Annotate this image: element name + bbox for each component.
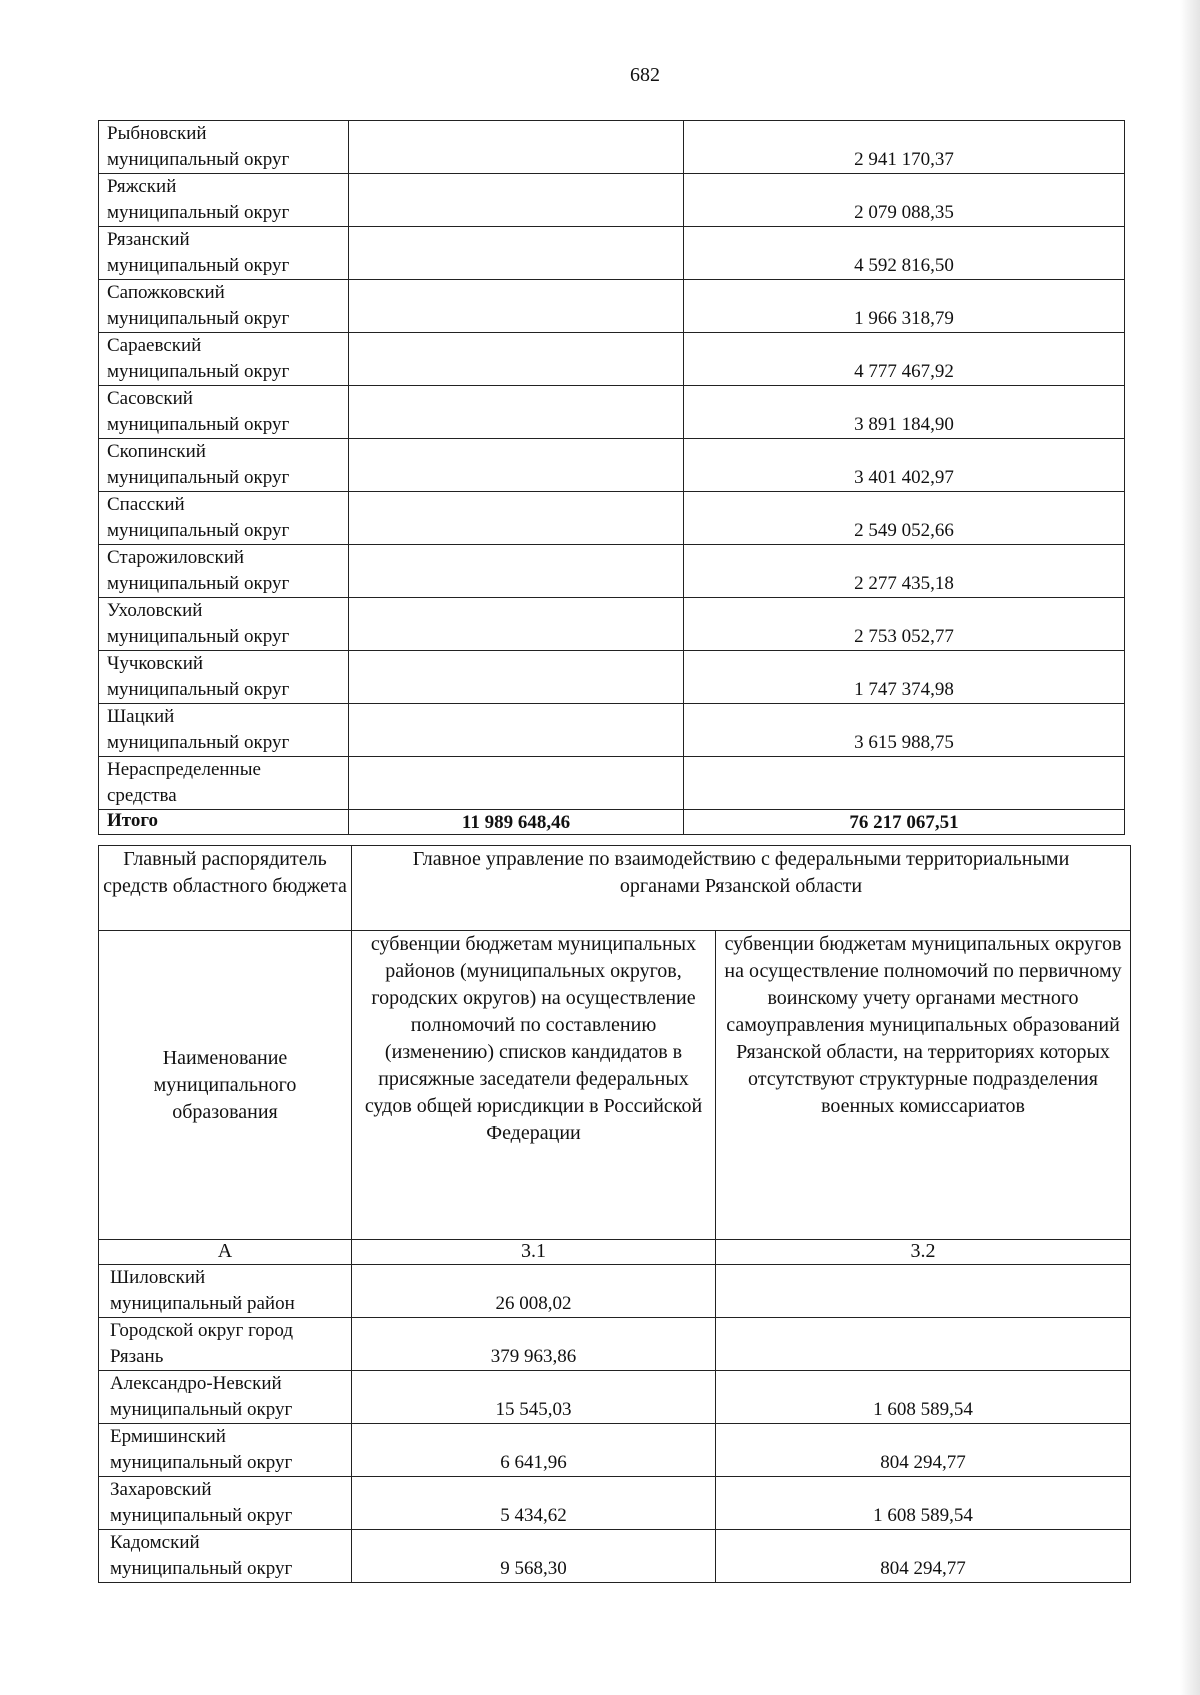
amount-cell-col1 — [349, 545, 684, 598]
municipality-name-line1: Сараевский — [107, 335, 202, 356]
amount-cell-col2: 3 401 402,97 — [684, 439, 1125, 492]
municipality-name-cell — [99, 492, 349, 545]
municipality-name-line2: муниципальный округ — [107, 149, 290, 170]
amount-cell-31: 9 568,30 — [352, 1530, 716, 1583]
amount-cell-32 — [716, 1318, 1131, 1371]
municipality-name-cell — [99, 757, 349, 810]
amount-cell-col2 — [684, 757, 1125, 810]
total-row — [99, 810, 1125, 835]
amount-cell-32 — [716, 1265, 1131, 1318]
municipality-name-line1: Сасовский — [107, 388, 193, 409]
table-row — [99, 386, 1125, 439]
municipality-name-line1: Александро-Невский — [110, 1373, 282, 1394]
distributor-value-cell — [352, 846, 1131, 931]
amount-cell-col2: 3 891 184,90 — [684, 386, 1125, 439]
municipality-name-line1: Рязанский — [107, 229, 190, 250]
municipality-name-cell — [99, 704, 349, 757]
column-number-a: А — [99, 1240, 352, 1265]
municipality-name-cell — [99, 121, 349, 174]
amount-cell-31: 379 963,86 — [352, 1318, 716, 1371]
municipality-name-line2: муниципальный округ — [107, 520, 290, 541]
municipality-name-cell — [99, 1530, 352, 1583]
amount-cell-31: 6 641,96 — [352, 1424, 716, 1477]
column-number-32: 3.2 — [716, 1240, 1131, 1265]
table-row — [99, 121, 1125, 174]
municipality-name-line1: Старожиловский — [107, 547, 245, 568]
col32-header — [716, 931, 1131, 1240]
municipality-name-cell — [99, 598, 349, 651]
amount-cell-32: 1 608 589,54 — [716, 1371, 1131, 1424]
municipality-name-line2: муниципальный округ — [107, 308, 290, 329]
table-row — [99, 757, 1125, 810]
name-column-label: Наименование муниципального образования — [153, 1046, 297, 1123]
table-row — [99, 1371, 1131, 1424]
amount-cell-col1 — [349, 333, 684, 386]
total-col2: 76 217 067,51 — [684, 810, 1125, 835]
municipality-name-line2: муниципальный округ — [107, 679, 290, 700]
municipality-name-cell — [99, 227, 349, 280]
municipality-name-line2: муниципальный округ — [107, 732, 290, 753]
municipality-name-line1: Городской округ город — [110, 1320, 294, 1341]
municipality-name-cell — [99, 1265, 352, 1318]
amount-cell-32: 1 608 589,54 — [716, 1477, 1131, 1530]
municipality-name-cell — [99, 545, 349, 598]
municipality-name-cell — [99, 1371, 352, 1424]
amount-cell-col1 — [349, 227, 684, 280]
amount-cell-col2: 2 079 088,35 — [684, 174, 1125, 227]
table-row — [99, 545, 1125, 598]
amount-cell-col1 — [349, 757, 684, 810]
amount-cell-col1 — [349, 386, 684, 439]
municipality-name-line1: Рыбновский — [107, 123, 207, 144]
amount-cell-31: 15 545,03 — [352, 1371, 716, 1424]
amount-cell-col2: 3 615 988,75 — [684, 704, 1125, 757]
amount-cell-col2: 4 777 467,92 — [684, 333, 1125, 386]
amount-cell-col2: 2 277 435,18 — [684, 545, 1125, 598]
municipality-name-line2: муниципальный округ — [107, 255, 290, 276]
municipality-name-cell — [99, 386, 349, 439]
municipality-name-line2: муниципальный округ — [107, 467, 290, 488]
amount-cell-col1 — [349, 598, 684, 651]
amount-cell-col2: 1 966 318,79 — [684, 280, 1125, 333]
amount-cell-col1 — [349, 280, 684, 333]
table-row — [99, 1530, 1131, 1583]
table-row — [99, 1477, 1131, 1530]
municipality-name-cell — [99, 333, 349, 386]
municipality-name-line2: муниципальный округ — [110, 1505, 293, 1526]
municipality-name-line1: Захаровский — [110, 1479, 212, 1500]
column-number-31: 3.1 — [352, 1240, 716, 1265]
municipality-name-cell — [99, 174, 349, 227]
municipality-name-line2: средства — [107, 785, 177, 806]
table-row — [99, 598, 1125, 651]
table-row — [99, 492, 1125, 545]
municipality-name-line2: муниципальный округ — [110, 1558, 293, 1579]
municipality-name-line1: Чучковский — [107, 653, 204, 674]
municipality-name-line1: Спасский — [107, 494, 185, 515]
amount-cell-col1 — [349, 651, 684, 704]
municipality-name-line1: Шиловский — [110, 1267, 206, 1288]
table-row — [99, 174, 1125, 227]
table-row — [99, 439, 1125, 492]
municipality-name-cell — [99, 1424, 352, 1477]
column-number-row — [99, 1240, 1131, 1265]
amount-cell-col2: 4 592 816,50 — [684, 227, 1125, 280]
col32-label: субвенции бюджетам муниципальных округов на осуществление полномочий по первичному воинскому учету органами местного самоуправления муниципальных образований Рязанской области, на территориях которых отсутствуют структурные подразделения военных комиссариатов — [724, 933, 1122, 1117]
table-row — [99, 333, 1125, 386]
amount-cell-col1 — [349, 492, 684, 545]
municipality-name-line1: Скопинский — [107, 441, 206, 462]
amount-cell-col1 — [349, 121, 684, 174]
municipality-name-cell — [99, 1318, 352, 1371]
table-row — [99, 651, 1125, 704]
municipality-name-line1: Нераспределенные — [107, 759, 261, 780]
total-label: Итого — [99, 810, 349, 835]
amount-cell-32: 804 294,77 — [716, 1530, 1131, 1583]
amount-cell-col1 — [349, 704, 684, 757]
amount-cell-col2: 2 753 052,77 — [684, 598, 1125, 651]
municipality-name-line1: Ряжский — [107, 176, 177, 197]
column-header-row — [99, 931, 1131, 1240]
municipality-name-line2: муниципальный округ — [107, 202, 290, 223]
municipality-name-cell — [99, 1477, 352, 1530]
municipality-name-line2: Рязань — [110, 1346, 164, 1367]
municipality-name-line2: муниципальный округ — [107, 626, 290, 647]
municipality-name-line2: муниципальный округ — [107, 573, 290, 594]
table-row — [99, 280, 1125, 333]
distributor-label-cell — [99, 846, 352, 931]
scan-edge-shadow — [1180, 0, 1200, 1695]
municipality-name-cell — [99, 439, 349, 492]
amount-cell-col2: 2 941 170,37 — [684, 121, 1125, 174]
municipality-name-line1: Кадомский — [110, 1532, 200, 1553]
municipality-name-line2: муниципальный округ — [107, 414, 290, 435]
municipality-name-line2: муниципальный район — [110, 1293, 295, 1314]
distributor-label: Главный распорядитель средств областного бюджета — [103, 848, 347, 897]
amount-cell-31: 5 434,62 — [352, 1477, 716, 1530]
amount-cell-col2: 2 549 052,66 — [684, 492, 1125, 545]
amount-cell-col2: 1 747 374,98 — [684, 651, 1125, 704]
table-row — [99, 704, 1125, 757]
subventions-table — [98, 845, 1131, 1583]
municipality-name-line2: муниципальный округ — [110, 1399, 293, 1420]
table-row — [99, 227, 1125, 280]
name-column-header — [99, 931, 352, 1240]
distributor-header-row — [99, 846, 1131, 931]
municipality-name-line1: Сапожковский — [107, 282, 225, 303]
municipality-name-line1: Ухоловский — [107, 600, 203, 621]
municipality-name-line2: муниципальный округ — [107, 361, 290, 382]
municipality-name-cell — [99, 280, 349, 333]
total-col1: 11 989 648,46 — [349, 810, 684, 835]
amount-cell-col1 — [349, 174, 684, 227]
amount-cell-31: 26 008,02 — [352, 1265, 716, 1318]
municipality-name-cell — [99, 651, 349, 704]
table-row — [99, 1265, 1131, 1318]
municipality-name-line1: Шацкий — [107, 706, 175, 727]
amount-cell-col1 — [349, 439, 684, 492]
page-number: 682 — [630, 64, 660, 86]
municipality-name-line1: Ермишинский — [110, 1426, 226, 1447]
allocation-table-continued — [98, 120, 1125, 835]
col31-header — [352, 931, 716, 1240]
amount-cell-32: 804 294,77 — [716, 1424, 1131, 1477]
table-row — [99, 1318, 1131, 1371]
table-row — [99, 1424, 1131, 1477]
distributor-value: Главное управление по взаимодействию с федеральными территориальными органами Рязанской области — [412, 848, 1070, 897]
municipality-name-line2: муниципальный округ — [110, 1452, 293, 1473]
col31-label: субвенции бюджетам муниципальных районов (муниципальных округов, городских округов) на осуществление полномочий по составлению (изменению) списков кандидатов в присяжные заседатели федеральных судов общей юрисдикции в Российской Федерации — [364, 933, 703, 1144]
